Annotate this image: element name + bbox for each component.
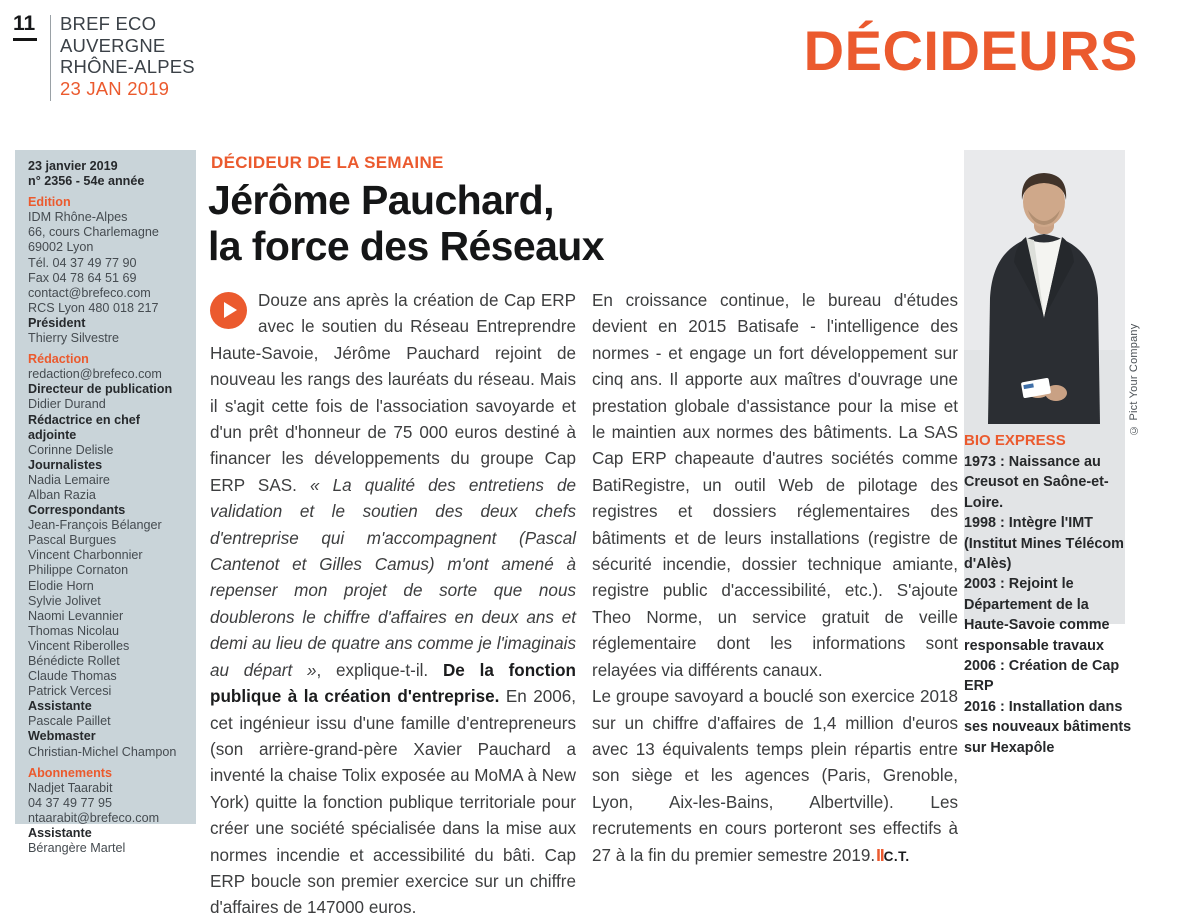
sidebar-line: Rédactrice en chef adjointe — [28, 412, 140, 442]
article-paragraph — [210, 288, 576, 922]
brand-block — [60, 13, 195, 99]
article-kicker: DÉCIDEUR DE LA SEMAINE — [211, 153, 444, 172]
article-text-segment: « La qualité des entretiens de validation et le soutien des deux chefs d'entreprise qui m'accompagnent (Pascal Cantenot et Gilles Camus) m'ont amené à repenser mon projet de sorte que nous doublerons le chiffre d'affaires en deux ans et demi au lieu de quatre ans comme je l'imaginais au départ » — [210, 475, 576, 680]
sidebar-section-heading: Rédaction — [28, 352, 89, 367]
sidebar-line: Vincent Riberolles — [28, 638, 130, 653]
sidebar-entries — [28, 159, 188, 856]
sidebar-line: Sylvie Jolivet — [28, 593, 101, 608]
sidebar-section-heading: Edition — [28, 195, 71, 210]
sidebar-line: Nadia Lemaire — [28, 472, 110, 487]
sidebar-line: Christian-Michel Champon — [28, 744, 177, 759]
sidebar-line: Webmaster — [28, 729, 96, 744]
sidebar-line: Jean-François Bélanger — [28, 518, 162, 533]
bio-express-item: 1973 : Naissance au Creusot en Saône-et-Loire. — [964, 454, 1109, 511]
article-column-1 — [210, 288, 576, 922]
header-divider — [50, 15, 51, 101]
article-text-segment: De la fonction publique à la création d'entreprise. — [210, 660, 576, 707]
play-icon — [210, 292, 247, 329]
sidebar-line: Thierry Silvestre — [28, 331, 119, 346]
sidebar-line: Pascale Paillet — [28, 714, 111, 729]
sidebar-line: Alban Razia — [28, 487, 96, 502]
sidebar-line: Vincent Charbonnier — [28, 548, 143, 563]
sidebar-line: Patrick Vercesi — [28, 684, 112, 699]
play-triangle-icon — [224, 302, 237, 318]
sidebar-line: Assistante — [28, 826, 92, 841]
bio-express — [964, 432, 1136, 758]
bio-express-item: 1998 : Intègre l'IMT (Institut Mines Télécom d'Alès) — [964, 515, 1124, 573]
sidebar-line: Pascal Burgues — [28, 533, 117, 548]
article-title-line: Jérôme Pauchard, — [208, 177, 554, 223]
sidebar-line: IDM Rhône-Alpes — [28, 210, 128, 225]
sidebar-line: 04 37 49 77 95 — [28, 795, 113, 810]
sidebar-line: Didier Durand — [28, 397, 106, 412]
sidebar-line: RCS Lyon 480 018 217 — [28, 300, 159, 315]
article-text-segment: Douze ans après la création de Cap ERP avec le soutien du Réseau Entreprendre Haute-Savoie, Jérôme Pauchard rejoint de nouveau les rangs des lauréats du réseau. Mais il s'agit cette fois de l'association savoyarde et d'un prêt d'honneur de 75 000 euros destiné à financer les développements du groupe Cap ERP SAS. — [210, 291, 576, 495]
sidebar-line: 23 janvier 2019 — [28, 159, 118, 173]
masthead-sidebar — [15, 150, 196, 856]
sidebar-line: Bérangère Martel — [28, 841, 126, 856]
article-text-segment: En croissance continue, le bureau d'études devient en 2015 Batisafe - l'intelligence des normes - et engage un fort développement sur cinq ans. Il apporte aux maîtres d'ouvrage une prestation globale d'assistance pour la mise et le maintien aux normes des bâtiments. La SAS Cap ERP chapeaute d'autres sociétés comme BatiRegistre, un outil Web de pilotage des registres et dossiers réglementaires des bâtiments et de leurs installations (registre de sécurité incendie, dossier technique amiante, registre public d'accessibilité, etc.). S'ajoute Theo Norme, un service gratuit de veille réglementaire dont les informations sont relayées via différents canaux. — [592, 291, 958, 680]
sidebar-line: ntaarabit@brefeco.com — [28, 810, 160, 825]
sidebar-line: Tél. 04 37 49 77 90 — [28, 255, 137, 270]
sidebar-line: Nadjet Taarabit — [28, 780, 113, 795]
article-title-line: la force des Réseaux — [208, 223, 604, 269]
bio-express-item: 2006 : Création de Cap ERP — [964, 658, 1120, 695]
article-title — [208, 177, 604, 269]
sidebar-line: contact@brefeco.com — [28, 285, 151, 300]
article-paragraph — [592, 288, 958, 684]
sidebar-line: Journalistes — [28, 457, 103, 472]
article-paragraph — [592, 684, 958, 870]
article-text-segment: Le groupe savoyard a bouclé son exercice 2018 sur un chiffre d'affaires de 1,4 million d'euros avec 13 équivalents temps plein répartis entre son siège et les agences (Paris, Grenoble, Lyon, Aix-les-Bains, Albertville). Les recrutements en cours porteront ses effectifs à 27 à la fin du premier semestre 2019. — [592, 687, 958, 865]
sidebar-line: Assistante — [28, 699, 92, 714]
bio-express-item: 2016 : Installation dans ses nouveaux bâtiments sur Hexapôle — [964, 698, 1132, 756]
photo-credit: © Pict Your Company — [1128, 323, 1140, 436]
brand-line: AUVERGNE — [60, 34, 166, 56]
article-column-2 — [592, 288, 958, 922]
bio-express-heading: BIO EXPRESS — [964, 432, 1066, 449]
sidebar-line: 66, cours Charlemagne — [28, 225, 159, 240]
article-end-mark: II — [876, 845, 884, 865]
page-number: 11 — [13, 12, 37, 41]
author-initials: C.T. — [883, 848, 910, 864]
sidebar-line: Philippe Cornaton — [28, 563, 129, 578]
brand-line: RHÔNE-ALPES — [60, 56, 195, 77]
bio-express-item: 2003 : Rejoint le Département de la Haute-Savoie comme responsable travaux — [964, 576, 1110, 654]
sidebar-line: Fax 04 78 64 51 69 — [28, 270, 137, 285]
portrait-photo — [964, 150, 1125, 424]
issue-date: 23 JAN 2019 — [60, 77, 170, 99]
sidebar-line: 69002 Lyon — [28, 240, 94, 255]
article-text-segment: En 2006, cet ingénieur issu d'une famille d'entrepreneurs (son arrière-grand-père Xavier Pauchard a inventé la chaise Tolix exposée au MoMA à New York) quitte la fonction publique territoriale pour créer une société spécialisée dans la mise aux normes incendie et accessibilité du bâti. Cap ERP boucle son premier exercice sur un chiffre d'affaires de 147000 euros. — [210, 687, 576, 918]
sidebar-line: redaction@brefeco.com — [28, 367, 162, 382]
sidebar-section-heading: Abonnements — [28, 765, 112, 780]
article-body — [210, 288, 958, 922]
sidebar-line: Naomi Levannier — [28, 608, 124, 623]
sidebar-line: Président — [28, 315, 86, 330]
sidebar-line: Directeur de publication — [28, 382, 173, 397]
sidebar-line: n° 2356 - 54e année — [28, 174, 145, 189]
sidebar-line: Thomas Nicolau — [28, 623, 119, 638]
sidebar-line: Correspondants — [28, 503, 126, 518]
sidebar-line: Corinne Delisle — [28, 442, 114, 457]
sidebar-line: Elodie Horn — [28, 578, 94, 593]
section-title: DÉCIDEURS — [803, 19, 1138, 82]
bio-express-items — [964, 452, 1136, 758]
article-text-segment: , explique-t-il. — [316, 660, 443, 680]
brand-line: BREF ECO — [60, 13, 157, 34]
sidebar-line: Bénédicte Rollet — [28, 654, 120, 668]
sidebar-line: Claude Thomas — [28, 669, 117, 684]
